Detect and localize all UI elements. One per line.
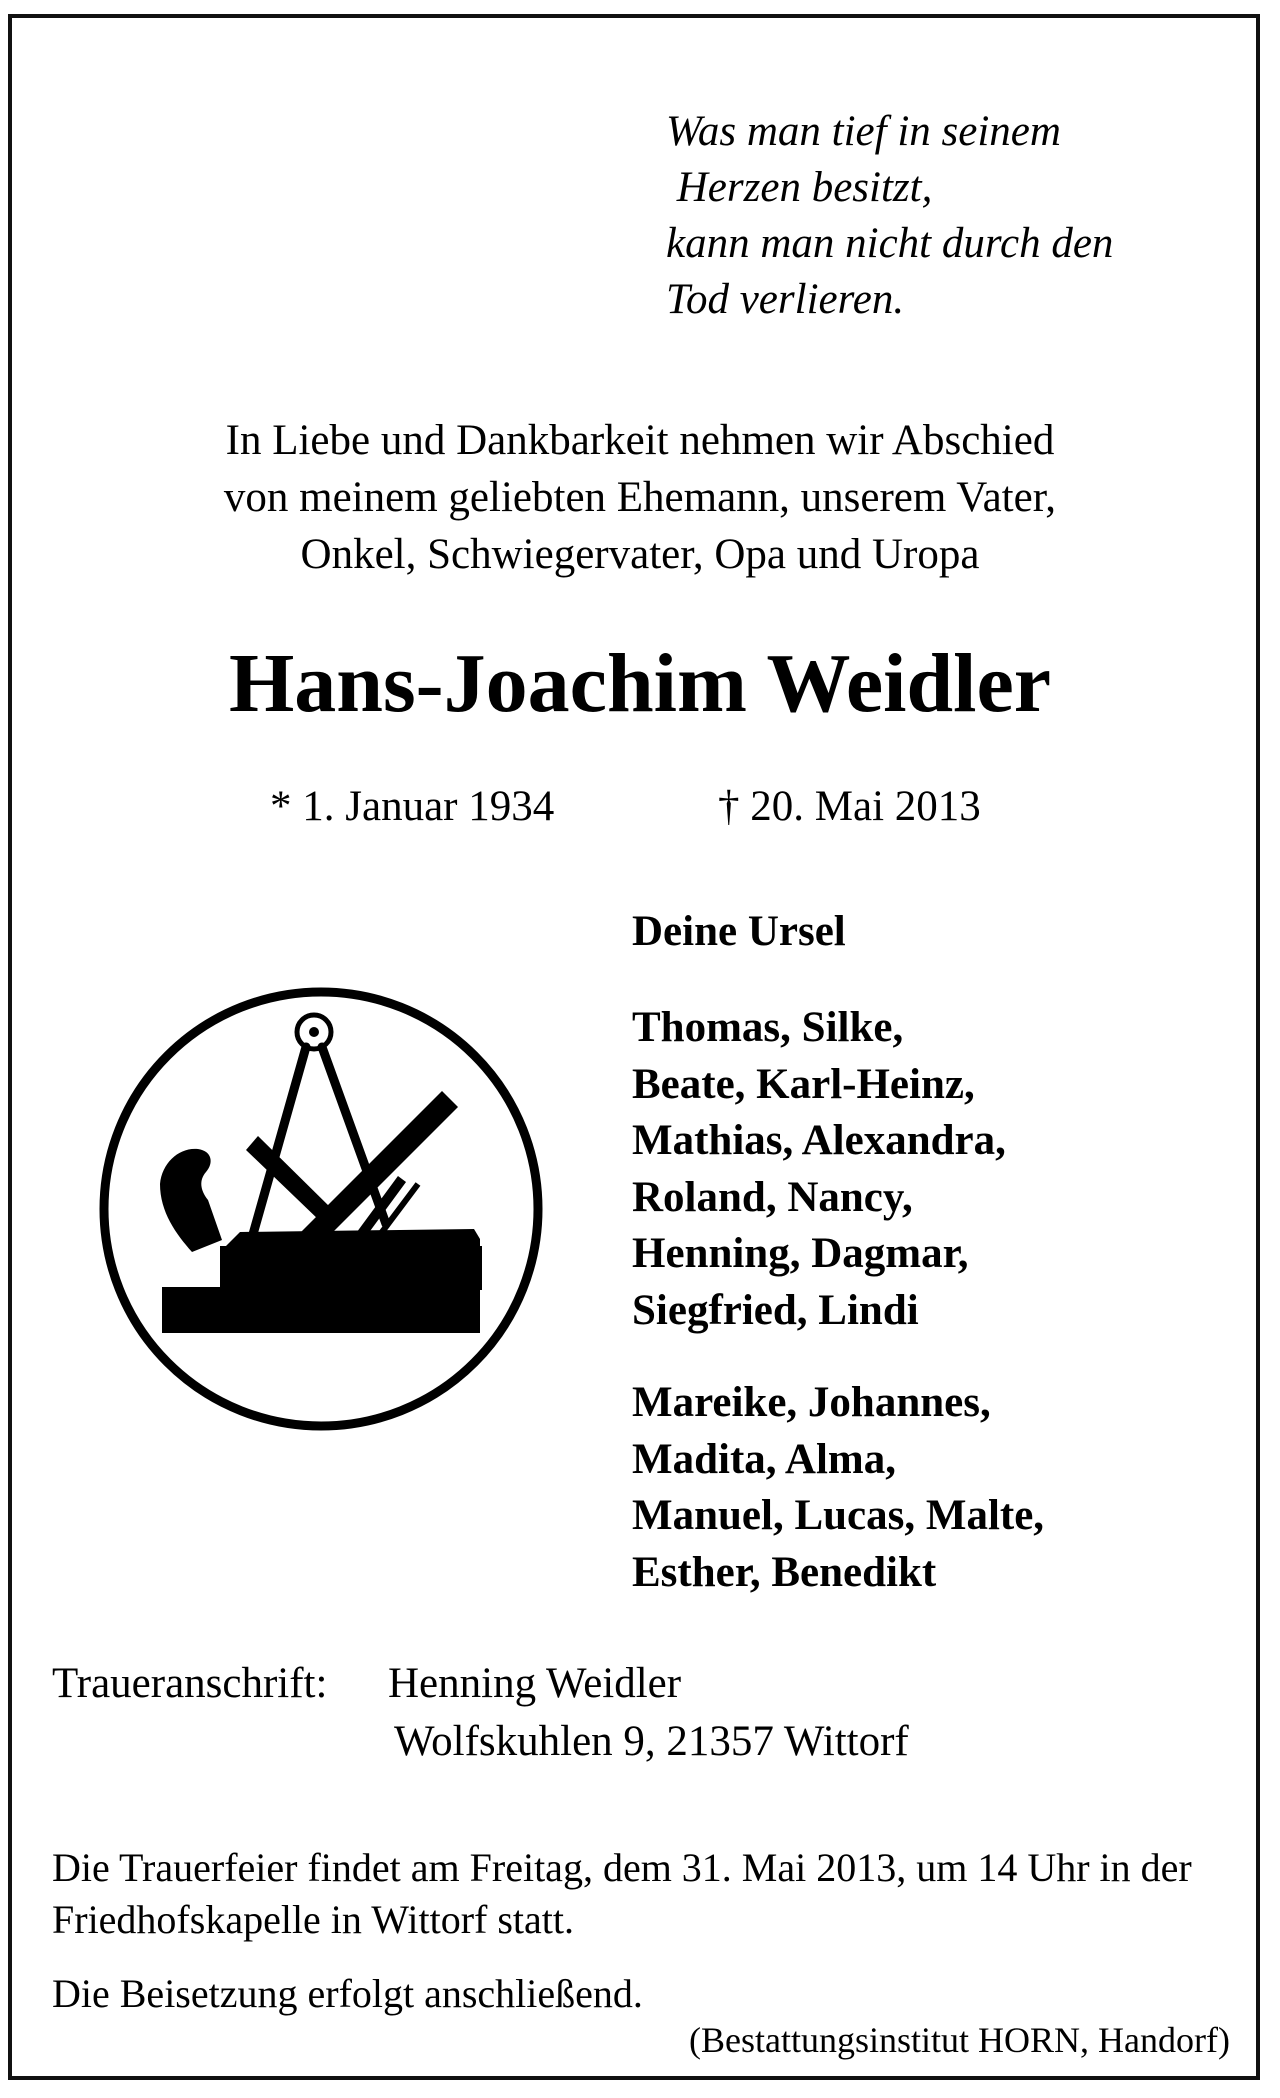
intro-line: In Liebe und Dankbarkeit nehmen wir Abschied [225,417,1055,464]
farewell-intro [0,412,1280,583]
deceased-name: Hans-Joachim Weidler [228,637,1052,730]
children-list [632,1000,1006,1339]
death-date: † 20. Mai 2013 [718,783,981,830]
quote-line: Herzen besitzt, [666,164,933,211]
undertaker-credit: (Bestattungsinstitut HORN, Handorf) [689,2020,1230,2060]
list-item: Thomas, Silke, [632,1004,904,1051]
birth-date: * 1. Januar 1934 [270,783,555,830]
list-item: Esther, Benedikt [632,1548,937,1596]
list-item: Mareike, Johannes, [632,1379,991,1426]
list-item: Beate, Karl-Heinz, [632,1060,975,1108]
list-item: Madita, Alma, [632,1435,896,1483]
grandchildren-list [632,1375,1044,1601]
quote-line: Tod verlieren. [666,276,905,323]
quote-line: kann man nicht durch den [666,220,1114,267]
address-label: Traueranschrift: [52,1660,328,1707]
intro-line: Onkel, Schwiegervater, Opa und Uropa [300,531,980,578]
list-item: Mathias, Alexandra, [632,1117,1006,1164]
intro-line: von meinem geliebten Ehemann, unserem Vater, [223,474,1057,521]
list-item: Siegfried, Lindi [632,1286,919,1334]
address-name: Henning Weidler [388,1660,682,1707]
quote-line: Was man tief in seinem [666,108,1061,155]
spouse-signature: Deine Ursel [632,908,846,955]
list-item: Roland, Nancy, [632,1173,913,1221]
list-item: Manuel, Lucas, Malte, [632,1492,1045,1539]
memorial-quote [666,104,1113,328]
funeral-service-info: Die Trauerfeier findet am Freitag, dem 31. Mai 2013, um 14 Uhr in der Friedhofskapelle in Wittorf statt. [52,1845,1192,1942]
list-item: Henning, Dagmar, [632,1230,969,1277]
carpenter-emblem-icon [96,984,546,1434]
address-street: Wolfskuhlen 9, 21357 Wittorf [394,1718,909,1765]
burial-info: Die Beisetzung erfolgt anschließend. [52,1971,643,2016]
